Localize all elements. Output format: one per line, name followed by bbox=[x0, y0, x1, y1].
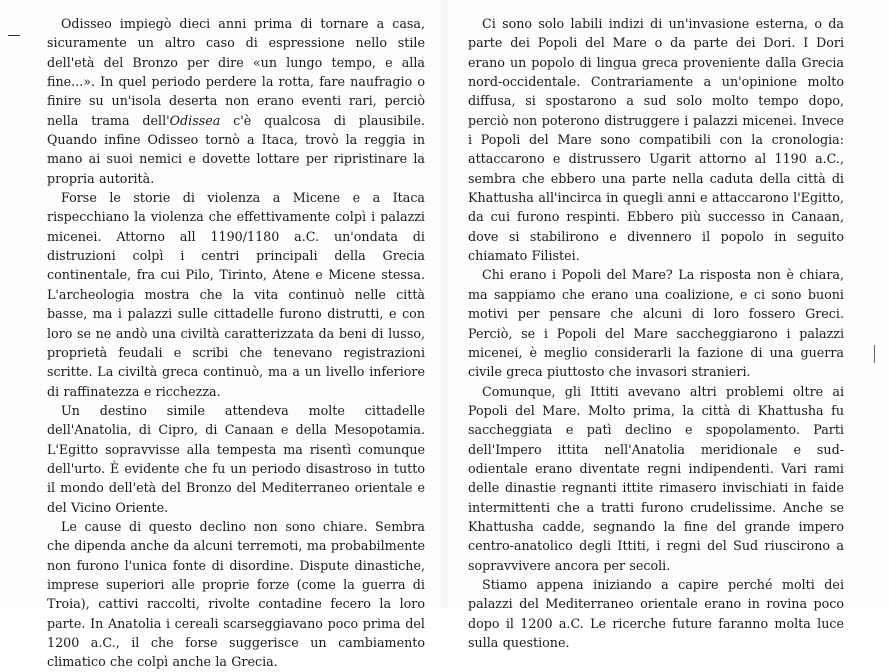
italic-title-odissea: Odissea bbox=[169, 112, 221, 128]
paragraph-hittites: Comunque, gli Ittiti avevano altri problemi oltre ai Popoli del Mare. Molto prima, la città di Khattusha fu saccheggiata e patì declino e spopolamento. Parti dell'Impero ittita nell'Anatolia meridionale e sud-odientale erano diventate regni indipendenti. Vari rami delle dinastie regnanti ittite rimasero invischiati in faide intermittenti che a tratti furono crudelissime. Anche se Khattusha cadde, segnando la fine del grande impero centro-anatolico degli Ittiti, i regni del Sud riuscirono a sopravvivere ancora per secoli. bbox=[468, 383, 844, 573]
scan-edge-mark bbox=[874, 345, 875, 363]
paragraph-decline-causes: Le cause di questo declino non sono chiare. Sembra che dipenda anche da alcuni terremoti, ma probabilmente non furono l'unica fonte di disordine. Dispute dinastiche, imprese superiori alle proprie forze (come la guerra di Troia), cattivi raccolti, rivolte contadine fecero la loro parte. In Anatolia i cereali scarseggiavano poco prima del 1200 a.C., il che forse suggerisce un cambiamento climatico che colpì anche la Grecia. bbox=[47, 518, 425, 670]
paragraph-conclusion: Stiamo appena iniziando a capire perché molti dei palazzi del Mediterraneo orientale erano in rovina poco dopo il 1200 a.C. Le ricerche future faranno molta luce sulla questione. bbox=[468, 576, 844, 650]
paragraph-micene-violence: Forse le storie di violenza a Micene e a Itaca rispecchiano la violenza che effettivamente colpì i palazzi micenei. Attorno all 1190/1180 a.C. un'ondata di distruzioni colpì i centri principali della Grecia continentale, fra cui Pilo, Tirinto, Atene e Micene stessa. L'archeologia mostra che la vita continuò nelle città basse, ma i palazzi sulle cittadelle furono distrutti, e con loro se ne andò una civiltà caratterizzata da beni di lusso, proprietà feudali e scribi che tenevano registrazioni scritte. La civiltà greca continuò, ma a un livello inferiore di raffinatezza e ricchezza. bbox=[47, 190, 425, 399]
left-page-column bbox=[47, 14, 425, 672]
paragraph-text: Odisseo impiegò dieci anni prima di tornare a casa, sicuramente un altro caso di espressione nello stile dell'età del Bronzo per dire «un lungo tempo, e alla fine...». In quel periodo perdere la rotta, fare naufragio o finire su un'isola deserta non erano eventi rari, perciò nella trama dell' bbox=[47, 16, 425, 128]
book-gutter bbox=[440, 0, 450, 608]
paragraph-odisseo bbox=[47, 14, 425, 188]
right-page-column bbox=[468, 14, 844, 652]
paragraph-anatolia-destiny: Un destino simile attendeva molte cittadelle dell'Anatolia, di Cipro, di Canaan e della Mesopotamia. L'Egitto sopravvisse alla tempesta ma risentì comunque dell'urto. È evidente che fu un periodo disastroso in tutto il mondo dell'età del Bronzo del Mediterraneo orientale e del Vicino Oriente. bbox=[47, 402, 425, 515]
paragraph-text: c'è qualcosa di plausibile. Quando infine Odisseo tornò a Itaca, trovò la reggia in mano ai suoi nemici e dovette lottare per ripristinare la propria autorità. bbox=[47, 112, 425, 186]
paragraph-sea-peoples: Chi erano i Popoli del Mare? La risposta non è chiara, ma sappiamo che erano una coalizione, e ci sono buoni motivi per pensare che alcuni di loro fossero Greci. Perciò, se i Popoli del Mare saccheggiarono i palazzi micenei, è meglio considerarli la fazione di una guerra civile greca piuttosto che invasori stranieri. bbox=[468, 267, 844, 380]
scan-margin-mark bbox=[8, 35, 20, 36]
paragraph-external-invasion: Ci sono solo labili indizi di un'invasione esterna, o da parte dei Popoli del Mare o da parte dei Dori. I Dori erano un popolo di lingua greca proveniente dalla Grecia nord-occidentale. Contrariamente a un'opinione molto diffusa, si spostarono a sud solo molto tempo dopo, perciò non poterono distruggere i palazzi micenei. Invece i Popoli del Mare sono compatibili con la cronologia: attaccarono e distrussero Ugarit attorno al 1190 a.C., sembra che ebbero una parte nella caduta della città di Khattusha all'incirca in quegli anni e attaccarono l'Egitto, da cui furono respinti. Ebbero più successo in Canaan, dove si stabilirono e divennero il popolo in seguito chiamato Filistei. bbox=[468, 16, 844, 264]
